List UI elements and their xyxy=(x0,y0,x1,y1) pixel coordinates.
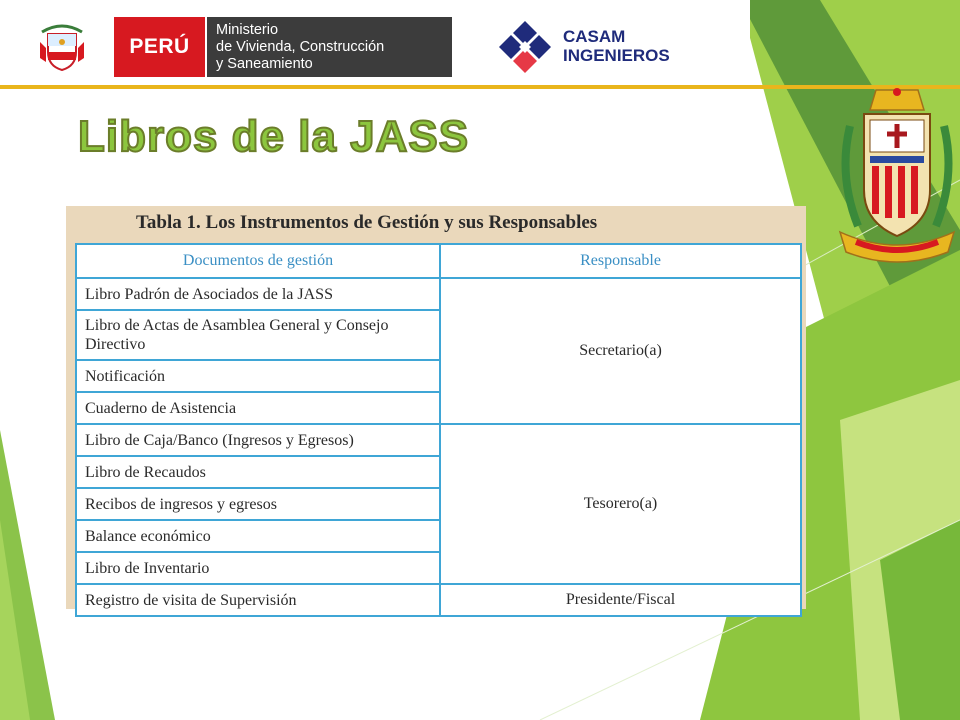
header-divider xyxy=(0,85,960,89)
ministry-logo xyxy=(114,17,452,77)
casam-line: CASAM xyxy=(563,27,626,46)
documents-table xyxy=(75,243,802,617)
document-cell: Balance económico xyxy=(76,520,440,552)
document-cell: Recibos de ingresos y egresos xyxy=(76,488,440,520)
responsable-cell: Tesorero(a) xyxy=(440,424,801,584)
column-header-documentos: Documentos de gestión xyxy=(76,244,440,278)
table-caption: Tabla 1. Los Instrumentos de Gestión y sus Responsables xyxy=(136,212,598,233)
ministry-line: Ministerio xyxy=(216,22,279,38)
document-cell: Registro de visita de Supervisión xyxy=(76,584,440,616)
document-cell: Libro de Recaudos xyxy=(76,456,440,488)
document-cell: Libro de Inventario xyxy=(76,552,440,584)
peru-label: PERÚ xyxy=(114,17,205,77)
table-row xyxy=(76,584,801,616)
ministry-name xyxy=(205,17,452,77)
table-row xyxy=(76,424,801,456)
document-cell: Cuaderno de Asistencia xyxy=(76,392,440,424)
casam-wordmark xyxy=(563,27,670,65)
casam-logo-icon xyxy=(497,19,553,75)
document-cell: Libro Padrón de Asociados de la JASS xyxy=(76,278,440,310)
carhuaz-seal-icon xyxy=(836,86,958,268)
responsable-cell: Secretario(a) xyxy=(440,278,801,424)
casam-line: INGENIEROS xyxy=(563,46,670,65)
document-image xyxy=(66,206,806,609)
slide-title: Libros de la JASS xyxy=(78,112,470,161)
table-row xyxy=(76,278,801,310)
ministry-line: y Saneamiento xyxy=(216,56,313,72)
document-cell: Libro de Actas de Asamblea General y Consejo Directivo xyxy=(76,310,440,360)
table-header-row xyxy=(76,244,801,278)
column-header-responsable: Responsable xyxy=(440,244,801,278)
document-cell: Notificación xyxy=(76,360,440,392)
ministry-line: de Vivienda, Construcción xyxy=(216,39,385,55)
document-cell: Libro de Caja/Banco (Ingresos y Egresos) xyxy=(76,424,440,456)
peru-coat-of-arms-icon xyxy=(38,22,86,74)
responsable-cell: Presidente/Fiscal xyxy=(440,584,801,616)
